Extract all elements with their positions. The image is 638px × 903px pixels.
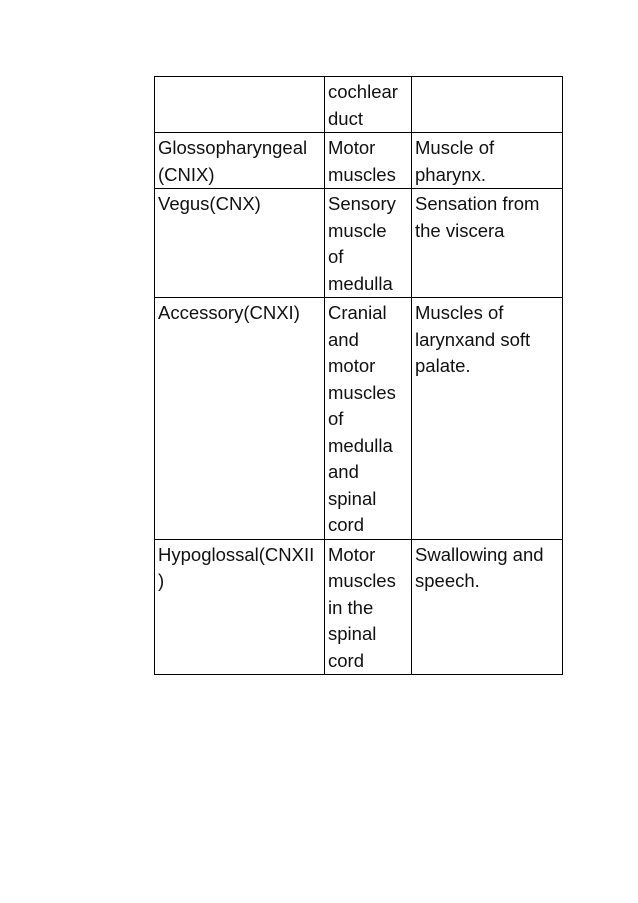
nerve-cell (155, 77, 325, 133)
nerve-cell: Hypoglossal(CNXII ) (155, 539, 325, 675)
table-row (155, 133, 563, 189)
table-row (155, 189, 563, 298)
function-cell: Muscle of pharynx. (412, 133, 563, 189)
table-row (155, 539, 563, 675)
function-cell (412, 77, 563, 133)
nerve-cell: Glossopharyngeal (CNIX) (155, 133, 325, 189)
type-cell: Cranial and motor muscles of medulla and spinal cord (325, 298, 412, 540)
function-cell: Sensation from the viscera (412, 189, 563, 298)
function-cell: Muscles of larynxand soft palate. (412, 298, 563, 540)
cranial-nerves-table (154, 76, 563, 675)
table-body (155, 77, 563, 675)
table-row (155, 77, 563, 133)
type-cell: cochlear duct (325, 77, 412, 133)
type-cell: Sensory muscle of medulla (325, 189, 412, 298)
type-cell: Motor muscles in the spinal cord (325, 539, 412, 675)
nerve-cell: Vegus(CNX) (155, 189, 325, 298)
table-row (155, 298, 563, 540)
function-cell: Swallowing and speech. (412, 539, 563, 675)
type-cell: Motor muscles (325, 133, 412, 189)
nerve-cell: Accessory(CNXI) (155, 298, 325, 540)
